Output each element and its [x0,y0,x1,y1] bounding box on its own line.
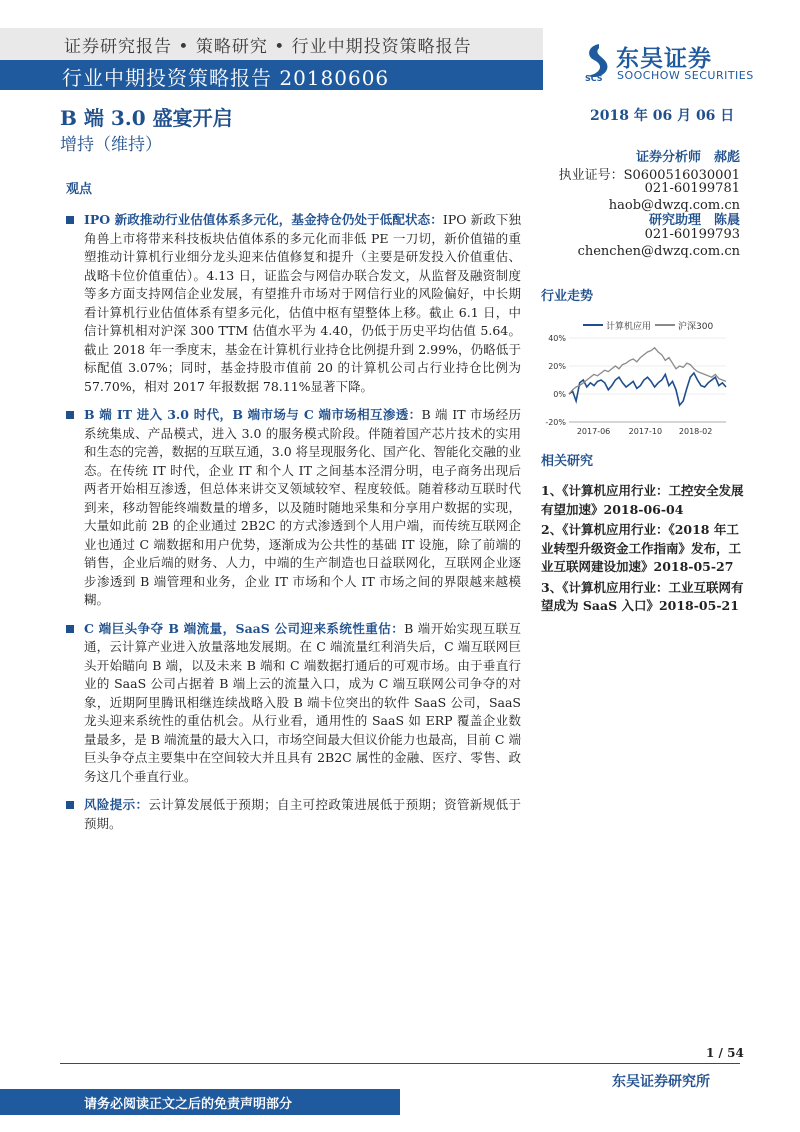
main-body [66,178,521,843]
paragraph-text: 云计算发展低于预期；自主可控政策进展低于预期；资管新规低于预期。 [84,797,521,831]
y-tick-label: -20% [545,418,566,427]
trend-label: 行业走势 [541,289,594,304]
paragraph-lead: IPO 新政推动行业估值体系多元化，基金持仓仍处于低配状态： [84,212,443,227]
company-logo-icon [582,42,616,82]
analyst-2-phone: 021-60199793 [644,227,740,242]
related-item-1[interactable]: 1、《计算机应用行业：工控安全发展有望加速》2018-06-04 [541,483,744,517]
report-date: 2018 年 06 月 06 日 [590,108,735,124]
x-tick-label: 2018-02 [678,427,713,436]
bullet-square-icon [66,216,74,224]
report-type: 行业中期投资策略报告 20180606 [62,66,390,90]
bullet-square-icon [66,411,74,419]
bullet-square-icon [66,801,74,809]
y-tick-label: 20% [548,362,566,371]
legend-label-2: 沪深300 [678,322,714,332]
series-line-1 [569,373,726,405]
paragraph-b-end [66,406,521,610]
footer-divider [60,1063,740,1064]
paragraph-lead: B 端 IT 进入 3.0 时代，B 端市场与 C 端市场相互渗透： [84,407,422,422]
paragraph-lead: C 端巨头争夺 B 端流量，SaaS 公司迎来系统性重估： [84,620,405,636]
paragraph-text: IPO 新政下独角兽上市将带来科技板块估值体系的多元化而非低 PE 一刀切，新价值锚的重塑推动计算机行业细分龙头迎来估值修复和提升（主要是研发投入价值重估、战略卡位价值重估）。4.13 日，证监会与网信办联合发文，从监督及融资制度等多方面支持网信企业发展，有望推升市场对于网信行业的风险偏好，中长期看计算机行业估值体系有望多元化，估值中枢有望整体上移。截止 6.1 日，中信计算机相对沪深 300 TTM 估值水平为 4.40，仍低于历史平均估值 5.64。截止 2018 年一季度末，基金在计算机行业持仓比例提升到 2.99%，仍略低于标配值 3.07%；同时，基金持股市值前 20 的计算机公司占行业持仓比例为 57.70%，相对 2017 年报数据 78.11%显著下降。 [84,212,521,394]
paragraph-lead: 风险提示： [84,797,149,812]
related-list [541,482,746,618]
page-title: B 端 3.0 盛宴开启 [60,106,233,130]
x-tick-label: 2017-10 [628,427,663,436]
series-line-2 [569,348,726,394]
report-category: 证券研究报告 • 策略研究 • 行业中期投资策略报告 [64,37,472,57]
related-title: 相关研究 [541,454,594,469]
logo-english-name: SOOCHOW SECURITIES [617,69,754,82]
disclaimer-text[interactable]: 请务必阅读正文之后的免责声明部分 [84,1097,293,1112]
analyst-2-name: 研究助理 陈晨 [648,213,740,228]
paragraph-risk [66,796,521,833]
paragraph-ipo [66,211,521,396]
analyst-1-email[interactable]: haob@dwzq.com.cn [608,198,740,213]
related-item-2[interactable]: 2、《计算机应用行业：《2018 年工业转型升级资金工作指南》发布，工业互联网建设加速》2018-05-27 [541,522,742,574]
analyst-1-cert: 执业证号：S0600516030001 [558,168,740,183]
paragraph-text: B 端开始实现互联互通，云计算产业进入放量落地发展期。在 C 端流量红利消失后，C 端互联网巨头开始瞄向 B 端，以及未来 B 端和 C 端数据打通后的可观市场。由于垂直行业的 SaaS 公司占据着 B 端上云的流量入口，成为 C 端互联网公司争夺的对象，近期阿里腾讯相继连续战略入股 B 端卡位突出的软件 SaaS 公司，SaaS 龙头迎来系统性的重估机会。从行业看，通用性的 SaaS 如 ERP 覆盖企业数量最多，是 B 端流量的最大入口，市场空间最大但议价能力也最高，目前 C 端巨头争夺点主要集中在空间较大并且具有 2B2C 属性的金融、医疗、零售、政务这几个垂直行业。 [84,620,521,784]
paragraph-text: B 端 IT 市场经历系统集成、产品模式，进入 3.0 的服务模式阶段。伴随着国产芯片技术的实用和生态的完善，数据的互联互通，3.0 将呈现服务化、国产化、智能化交融的业态。在传统 IT 时代，企业 IT 和个人 IT 之间基本泾渭分明，电子商务出现后两者开始相互渗透，但总体来讲交叉领域较窄、程度较低。随着移动互联时代到来，移动智能终端数量的增多，以及随时随地采集和分享用户数据的实现，大量如此前 2B 的企业通过 2B2C 的方式渗透到个人用户端，而传统互联网企业也通过 C 端数据和用户优势，逐渐成为公共性的基础 IT 设施，除了前端的销售，企业后端的财务、人力，中端的生产制造也日益联网化，互联网企业逐步渗透到 B 端管理和业务，企业 IT 市场和个人 IT 市场之间的界限越来越模糊。 [84,407,521,607]
x-tick-label: 2017-06 [576,427,611,436]
legend-label-1: 计算机应用 [606,322,652,332]
bullet-square-icon [66,625,74,633]
analyst-2-email[interactable]: chenchen@dwzq.com.cn [577,244,740,259]
y-tick-label: 40% [548,334,566,343]
rating: 增持（维持） [60,135,162,155]
logo-chinese-name: 东吴证券 [616,46,712,72]
analyst-1-phone: 021-60199781 [644,181,740,196]
analyst-1-name: 证券分析师 郝彪 [635,150,740,165]
section-title: 观点 [66,182,93,197]
industry-trend-chart [541,312,741,442]
y-tick-label: 0% [553,390,566,399]
paragraph-saas [66,620,521,787]
related-item-3[interactable]: 3、《计算机应用行业：工业互联网有望成为 SaaS 入口》2018-05-21 [541,579,744,613]
logo-badge-text: SCS [585,74,603,82]
page-number: 1 / 54 [706,1046,744,1060]
footer-organization: 东吴证券研究所 [612,1074,710,1090]
